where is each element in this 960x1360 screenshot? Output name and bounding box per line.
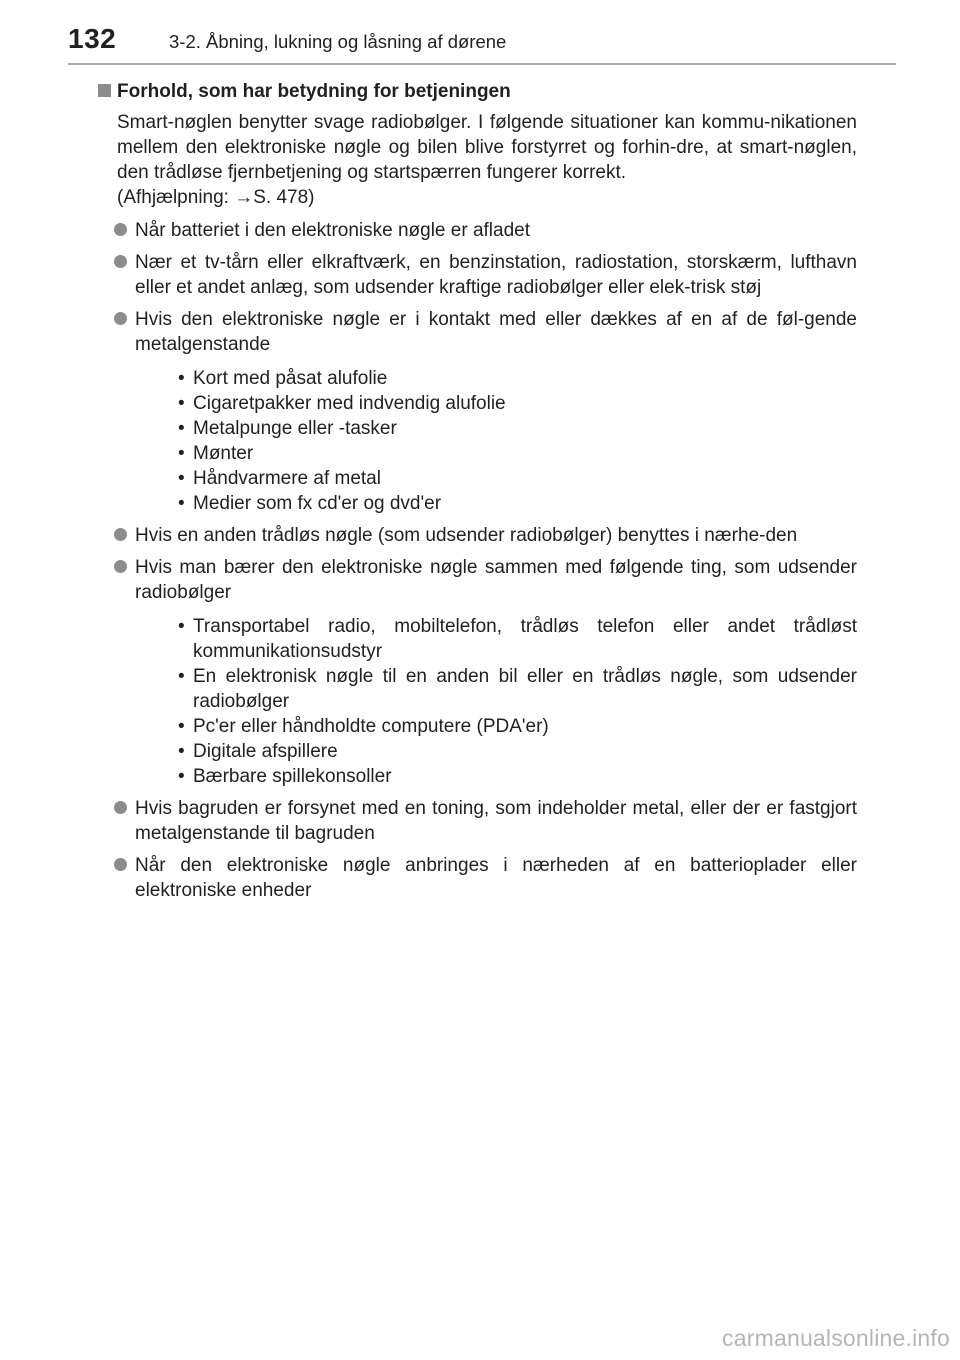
section-title: 3-2. Åbning, lukning og låsning af dørene (169, 31, 507, 52)
list-item-text: Når batteriet i den elektroniske nøgle er afladet (135, 220, 530, 241)
list-item-text: Hvis man bærer den elektroniske nøgle sammen med følgende ting, som udsender radiobølger (135, 557, 857, 603)
bullet-icon: • (178, 716, 185, 737)
sub-list-item (173, 664, 857, 714)
list-item (97, 307, 857, 516)
bullet-icon: • (178, 741, 185, 762)
list-item-text: Når den elektroniske nøgle anbringes i nærheden af en batterioplader eller elektroniske enheder (135, 855, 857, 901)
sub-list-item-text: Håndvarmere af metal (193, 468, 381, 489)
sub-list (135, 366, 857, 516)
page-reference-link[interactable]: (Afhjælpning: →S. 478) (117, 187, 315, 208)
sub-list-item (173, 491, 857, 516)
bullet-icon: • (178, 666, 185, 687)
bullet-icon: • (178, 616, 185, 637)
watermark-logo: carmanualsonline.info (722, 1325, 950, 1351)
list-item (97, 853, 857, 903)
list-item (97, 250, 857, 300)
square-bullet-icon (98, 84, 111, 97)
sub-list-item-text: Metalpunge eller -tasker (193, 418, 397, 439)
list-item (97, 796, 857, 846)
bullet-icon: • (178, 418, 185, 439)
sub-list-item-text: Cigaretpakker med indvendig alufolie (193, 393, 506, 414)
sub-list-item-text: Kort med påsat alufolie (193, 368, 388, 389)
main-content (97, 79, 857, 910)
circle-bullet-icon (114, 858, 127, 871)
bullet-icon: • (178, 468, 185, 489)
intro-text: Smart-nøglen benytter svage radiobølger. I følgende situationer kan kommu-nikationen mellem den elektroniske nøgle og bilen blive forstyrret og forhin-dre, at smart-nøglen, den trådløse fjernbetjening og startspærren fungerer korrekt. (117, 112, 857, 183)
bullet-icon: • (178, 443, 185, 464)
sub-list-item (173, 764, 857, 789)
sub-list-item-text: Medier som fx cd'er og dvd'er (193, 493, 442, 514)
sub-list-item (173, 466, 857, 491)
list-item (97, 523, 857, 548)
intro-paragraph (117, 110, 857, 210)
sub-list-item-text: Pc'er eller håndholdte computere (PDA'er) (193, 716, 549, 737)
circle-bullet-icon (114, 312, 127, 325)
sub-list-item-text: Transportabel radio, mobiltelefon, trådløs telefon eller andet trådløst kommunikationsudstyr (193, 616, 857, 662)
list-item (97, 555, 857, 789)
bullet-icon: • (178, 766, 185, 787)
sub-list-item (173, 416, 857, 441)
sub-list-item-text: Bærbare spillekonsoller (193, 766, 392, 787)
section-heading-text: Forhold, som har betydning for betjeningen (117, 81, 511, 102)
list-item (97, 218, 857, 243)
sub-list-item-text: Mønter (193, 443, 254, 464)
list-item-text: Hvis en anden trådløs nøgle (som udsender radiobølger) benyttes i nærhe-den (135, 525, 798, 546)
sub-list-item-text: En elektronisk nøgle til en anden bil eller en trådløs nøgle, som udsender radiobølger (193, 666, 857, 712)
list-item-text: Nær et tv-tårn eller elkraftværk, en benzinstation, radiostation, storskærm, lufthavn eller et andet anlæg, som udsender kraftige radiobølger eller elek-trisk støj (135, 252, 857, 298)
condition-list (97, 218, 857, 903)
page-number: 132 (68, 23, 117, 54)
circle-bullet-icon (114, 528, 127, 541)
circle-bullet-icon (114, 560, 127, 573)
bullet-icon: • (178, 393, 185, 414)
circle-bullet-icon (114, 223, 127, 236)
sub-list-item (173, 739, 857, 764)
bullet-icon: • (178, 493, 185, 514)
page-header (0, 0, 960, 70)
sub-list (135, 614, 857, 789)
header-divider (68, 63, 896, 65)
bullet-icon: • (178, 368, 185, 389)
list-item-text: Hvis den elektroniske nøgle er i kontakt med eller dækkes af en af de føl-gende metalgenstande (135, 309, 857, 355)
circle-bullet-icon (114, 255, 127, 268)
list-item-text: Hvis bagruden er forsynet med en toning, som indeholder metal, eller der er fastgjort metalgenstande til bagruden (135, 798, 857, 844)
circle-bullet-icon (114, 801, 127, 814)
sub-list-item (173, 391, 857, 416)
sub-list-item (173, 441, 857, 466)
sub-list-item-text: Digitale afspillere (193, 741, 338, 762)
sub-list-item (173, 366, 857, 391)
sub-list-item (173, 614, 857, 664)
sub-list-item (173, 714, 857, 739)
section-heading (97, 79, 857, 104)
